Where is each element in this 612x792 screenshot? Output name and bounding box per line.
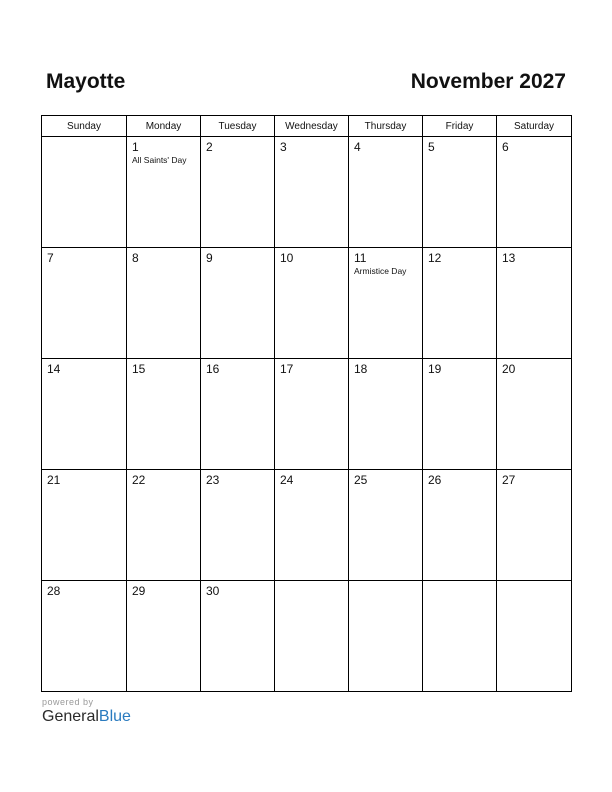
day-number: 15 <box>132 362 146 376</box>
day-cell <box>349 137 423 248</box>
day-cell <box>127 581 201 692</box>
weekday-friday: Friday <box>423 116 497 137</box>
day-number: 29 <box>132 584 146 598</box>
day-number: 17 <box>280 362 294 376</box>
day-number: 23 <box>206 473 220 487</box>
day-cell <box>423 248 497 359</box>
day-cell <box>201 470 275 581</box>
day-cell <box>201 248 275 359</box>
day-cell <box>423 137 497 248</box>
day-number: 11 <box>354 251 367 265</box>
day-number: 20 <box>502 362 516 376</box>
day-number: 27 <box>502 473 516 487</box>
day-number <box>275 581 348 584</box>
day-number: 25 <box>354 473 368 487</box>
country-title: Mayotte <box>46 70 126 93</box>
brand-general: General <box>42 708 99 725</box>
day-cell <box>201 581 275 692</box>
week-row <box>42 248 572 359</box>
day-cell <box>423 470 497 581</box>
weekday-monday: Monday <box>127 116 201 137</box>
day-cell <box>42 248 127 359</box>
day-number: 28 <box>47 584 61 598</box>
day-number: 3 <box>280 140 287 154</box>
day-cell <box>275 248 349 359</box>
holiday-label: Armistice Day <box>354 266 407 276</box>
day-cell <box>275 470 349 581</box>
day-number: 13 <box>502 251 516 265</box>
holiday-label: All Saints' Day <box>132 155 187 165</box>
day-cell <box>349 359 423 470</box>
day-number: 4 <box>354 140 361 154</box>
day-cell <box>497 359 572 470</box>
week-row <box>42 137 572 248</box>
day-number: 24 <box>280 473 294 487</box>
day-cell <box>275 359 349 470</box>
weekday-thursday: Thursday <box>349 116 423 137</box>
day-number <box>497 581 571 584</box>
day-cell <box>127 137 201 248</box>
day-number: 22 <box>132 473 146 487</box>
day-cell <box>275 137 349 248</box>
weekday-header-row <box>42 116 572 137</box>
day-cell <box>42 359 127 470</box>
day-cell <box>497 137 572 248</box>
month-calendar-grid <box>41 115 572 692</box>
day-cell <box>423 359 497 470</box>
week-row <box>42 470 572 581</box>
day-cell <box>127 248 201 359</box>
day-cell <box>127 470 201 581</box>
day-cell <box>201 137 275 248</box>
footer-branding <box>42 697 131 726</box>
weekday-wednesday: Wednesday <box>275 116 349 137</box>
day-number: 10 <box>280 251 294 265</box>
day-number: 9 <box>206 251 213 265</box>
brand-blue: Blue <box>98 708 131 725</box>
day-number: 5 <box>428 140 435 154</box>
calendar-header <box>46 70 566 100</box>
day-cell <box>349 248 423 359</box>
generalblue-logo <box>42 708 131 726</box>
day-cell <box>497 581 572 692</box>
day-cell <box>349 470 423 581</box>
day-cell <box>42 137 127 248</box>
day-cell <box>349 581 423 692</box>
day-number: 26 <box>428 473 442 487</box>
weekday-saturday: Saturday <box>497 116 572 137</box>
week-row <box>42 359 572 470</box>
month-year-title: November 2027 <box>410 70 566 93</box>
day-number: 6 <box>502 140 509 154</box>
day-number: 2 <box>206 140 213 154</box>
day-number: 19 <box>428 362 442 376</box>
day-cell <box>275 581 349 692</box>
day-cell <box>497 470 572 581</box>
day-cell <box>42 581 127 692</box>
day-number: 30 <box>206 584 220 598</box>
day-number: 12 <box>428 251 442 265</box>
day-number: 18 <box>354 362 368 376</box>
day-number: 7 <box>47 251 54 265</box>
powered-by-text: powered by <box>42 697 94 707</box>
day-cell <box>497 248 572 359</box>
day-number: 16 <box>206 362 220 376</box>
day-cell <box>42 470 127 581</box>
day-number <box>349 581 422 584</box>
day-cell <box>127 359 201 470</box>
week-row <box>42 581 572 692</box>
day-number: 8 <box>132 251 139 265</box>
day-number: 1 <box>132 140 139 154</box>
weekday-tuesday: Tuesday <box>201 116 275 137</box>
day-number: 14 <box>47 362 61 376</box>
day-cell <box>423 581 497 692</box>
day-number <box>423 581 496 584</box>
day-cell <box>201 359 275 470</box>
weekday-sunday: Sunday <box>42 116 127 137</box>
day-number <box>42 137 126 140</box>
day-number: 21 <box>47 473 61 487</box>
